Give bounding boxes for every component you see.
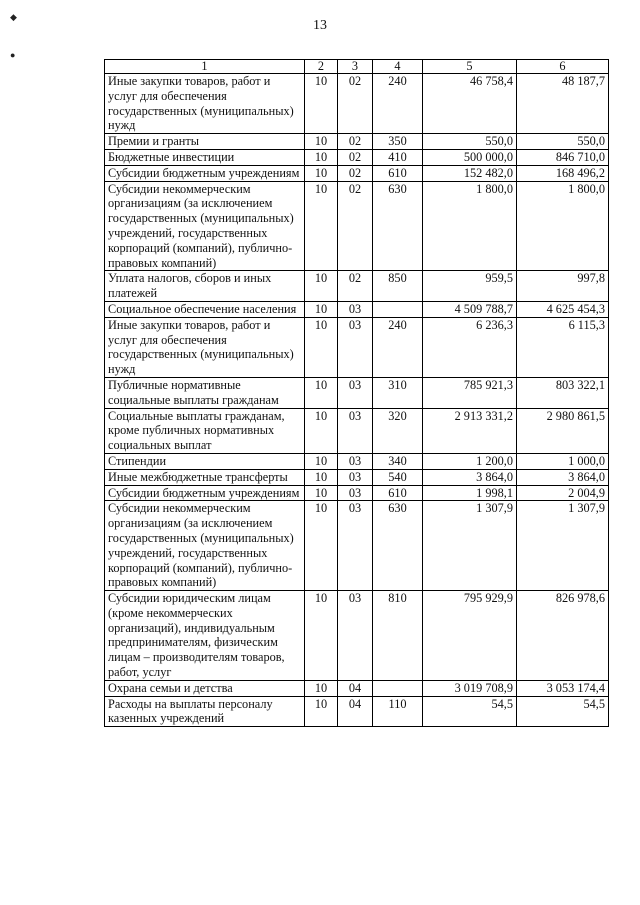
amount-col6-cell: 48 187,7: [517, 74, 609, 134]
column-header: 4: [373, 60, 423, 74]
table-row: [105, 453, 609, 469]
amount-col5-cell: 1 998,1: [423, 485, 517, 501]
section-code-cell: 10: [305, 149, 338, 165]
section-code-cell: 10: [305, 377, 338, 408]
section-code-cell: 10: [305, 501, 338, 591]
table-row: [105, 181, 609, 271]
table-row: [105, 501, 609, 591]
expense-type-cell: 810: [373, 591, 423, 681]
table-row: [105, 149, 609, 165]
amount-col5-cell: 3 019 708,9: [423, 680, 517, 696]
amount-col5-cell: 6 236,3: [423, 317, 517, 377]
expense-type-cell: 630: [373, 501, 423, 591]
section-code-cell: 10: [305, 591, 338, 681]
subsection-code-cell: 03: [338, 453, 373, 469]
amount-col5-cell: 46 758,4: [423, 74, 517, 134]
subsection-code-cell: 04: [338, 680, 373, 696]
table-row: [105, 301, 609, 317]
subsection-code-cell: 02: [338, 271, 373, 302]
amount-col6-cell: 846 710,0: [517, 149, 609, 165]
amount-col5-cell: 795 929,9: [423, 591, 517, 681]
budget-table: [104, 59, 609, 727]
section-code-cell: 10: [305, 317, 338, 377]
section-code-cell: 10: [305, 453, 338, 469]
section-code-cell: 10: [305, 165, 338, 181]
row-name-cell: Премии и гранты: [105, 134, 305, 150]
expense-type-cell: 240: [373, 317, 423, 377]
amount-col5-cell: 2 913 331,2: [423, 408, 517, 453]
subsection-code-cell: 03: [338, 301, 373, 317]
expense-type-cell: 240: [373, 74, 423, 134]
amount-col6-cell: 3 053 174,4: [517, 680, 609, 696]
subsection-code-cell: 03: [338, 408, 373, 453]
row-name-cell: Иные закупки товаров, работ и услуг для обеспечения государственных (муниципальных) нужд: [105, 317, 305, 377]
row-name-cell: Субсидии некоммерческим организациям (за исключением государственных (муниципальных) учреждений, государственных корпораций (компаний), публично-правовых компаний): [105, 501, 305, 591]
column-header: 3: [338, 60, 373, 74]
row-name-cell: Публичные нормативные социальные выплаты гражданам: [105, 377, 305, 408]
header-row: [105, 60, 609, 74]
table-row: [105, 165, 609, 181]
row-name-cell: Субсидии юридическим лицам (кроме некоммерческих организаций), индивидуальным предпринимателям, физическим лицам – производителям товаров, работ, услуг: [105, 591, 305, 681]
amount-col6-cell: 1 000,0: [517, 453, 609, 469]
subsection-code-cell: 02: [338, 165, 373, 181]
column-header: 6: [517, 60, 609, 74]
row-name-cell: Расходы на выплаты персоналу казенных учреждений: [105, 696, 305, 727]
amount-col6-cell: 997,8: [517, 271, 609, 302]
section-code-cell: 10: [305, 469, 338, 485]
table-row: [105, 74, 609, 134]
table-row: [105, 680, 609, 696]
row-name-cell: Социальные выплаты гражданам, кроме публичных нормативных социальных выплат: [105, 408, 305, 453]
column-header: 1: [105, 60, 305, 74]
section-code-cell: 10: [305, 271, 338, 302]
amount-col6-cell: 1 800,0: [517, 181, 609, 271]
section-code-cell: 10: [305, 485, 338, 501]
table-row: [105, 377, 609, 408]
section-code-cell: 10: [305, 408, 338, 453]
subsection-code-cell: 03: [338, 469, 373, 485]
expense-type-cell: 310: [373, 377, 423, 408]
subsection-code-cell: 03: [338, 485, 373, 501]
section-code-cell: 10: [305, 301, 338, 317]
table-row: [105, 317, 609, 377]
amount-col5-cell: 959,5: [423, 271, 517, 302]
row-name-cell: Уплата налогов, сборов и иных платежей: [105, 271, 305, 302]
expense-type-cell: 610: [373, 485, 423, 501]
expense-type-cell: [373, 301, 423, 317]
section-code-cell: 10: [305, 181, 338, 271]
expense-type-cell: 350: [373, 134, 423, 150]
row-name-cell: Охрана семьи и детства: [105, 680, 305, 696]
amount-col6-cell: 2 004,9: [517, 485, 609, 501]
expense-type-cell: 110: [373, 696, 423, 727]
expense-type-cell: 340: [373, 453, 423, 469]
row-name-cell: Стипендии: [105, 453, 305, 469]
expense-type-cell: 540: [373, 469, 423, 485]
table-row: [105, 134, 609, 150]
amount-col5-cell: 1 307,9: [423, 501, 517, 591]
amount-col5-cell: 1 200,0: [423, 453, 517, 469]
expense-type-cell: [373, 680, 423, 696]
subsection-code-cell: 03: [338, 377, 373, 408]
subsection-code-cell: 02: [338, 74, 373, 134]
table-row: [105, 408, 609, 453]
section-code-cell: 10: [305, 696, 338, 727]
amount-col6-cell: 1 307,9: [517, 501, 609, 591]
subsection-code-cell: 02: [338, 134, 373, 150]
amount-col6-cell: 4 625 454,3: [517, 301, 609, 317]
table-row: [105, 485, 609, 501]
subsection-code-cell: 03: [338, 317, 373, 377]
section-code-cell: 10: [305, 680, 338, 696]
table-row: [105, 591, 609, 681]
amount-col6-cell: 550,0: [517, 134, 609, 150]
amount-col5-cell: 54,5: [423, 696, 517, 727]
amount-col6-cell: 2 980 861,5: [517, 408, 609, 453]
amount-col5-cell: 500 000,0: [423, 149, 517, 165]
amount-col5-cell: 1 800,0: [423, 181, 517, 271]
subsection-code-cell: 02: [338, 149, 373, 165]
section-code-cell: 10: [305, 134, 338, 150]
expense-type-cell: 630: [373, 181, 423, 271]
amount-col5-cell: 785 921,3: [423, 377, 517, 408]
section-code-cell: 10: [305, 74, 338, 134]
row-name-cell: Иные закупки товаров, работ и услуг для обеспечения государственных (муниципальных) нужд: [105, 74, 305, 134]
expense-type-cell: 850: [373, 271, 423, 302]
row-name-cell: Субсидии бюджетным учреждениям: [105, 485, 305, 501]
amount-col6-cell: 826 978,6: [517, 591, 609, 681]
amount-col6-cell: 168 496,2: [517, 165, 609, 181]
table-row: [105, 271, 609, 302]
row-name-cell: Субсидии некоммерческим организациям (за исключением государственных (муниципальных) учреждений, государственных корпораций (компаний), публично-правовых компаний): [105, 181, 305, 271]
row-name-cell: Иные межбюджетные трансферты: [105, 469, 305, 485]
row-name-cell: Бюджетные инвестиции: [105, 149, 305, 165]
row-name-cell: Субсидии бюджетным учреждениям: [105, 165, 305, 181]
expense-type-cell: 320: [373, 408, 423, 453]
table-row: [105, 469, 609, 485]
amount-col5-cell: 152 482,0: [423, 165, 517, 181]
subsection-code-cell: 02: [338, 181, 373, 271]
column-header: 2: [305, 60, 338, 74]
amount-col6-cell: 54,5: [517, 696, 609, 727]
subsection-code-cell: 03: [338, 591, 373, 681]
page-number: 13: [313, 18, 327, 33]
column-header: 5: [423, 60, 517, 74]
table-row: [105, 696, 609, 727]
amount-col5-cell: 4 509 788,7: [423, 301, 517, 317]
hole-punch-mark: ●: [10, 50, 16, 60]
scan-mark: ◆: [10, 12, 17, 22]
amount-col5-cell: 3 864,0: [423, 469, 517, 485]
amount-col6-cell: 6 115,3: [517, 317, 609, 377]
amount-col5-cell: 550,0: [423, 134, 517, 150]
amount-col6-cell: 803 322,1: [517, 377, 609, 408]
expense-type-cell: 410: [373, 149, 423, 165]
amount-col6-cell: 3 864,0: [517, 469, 609, 485]
expense-type-cell: 610: [373, 165, 423, 181]
subsection-code-cell: 03: [338, 501, 373, 591]
subsection-code-cell: 04: [338, 696, 373, 727]
row-name-cell: Социальное обеспечение населения: [105, 301, 305, 317]
